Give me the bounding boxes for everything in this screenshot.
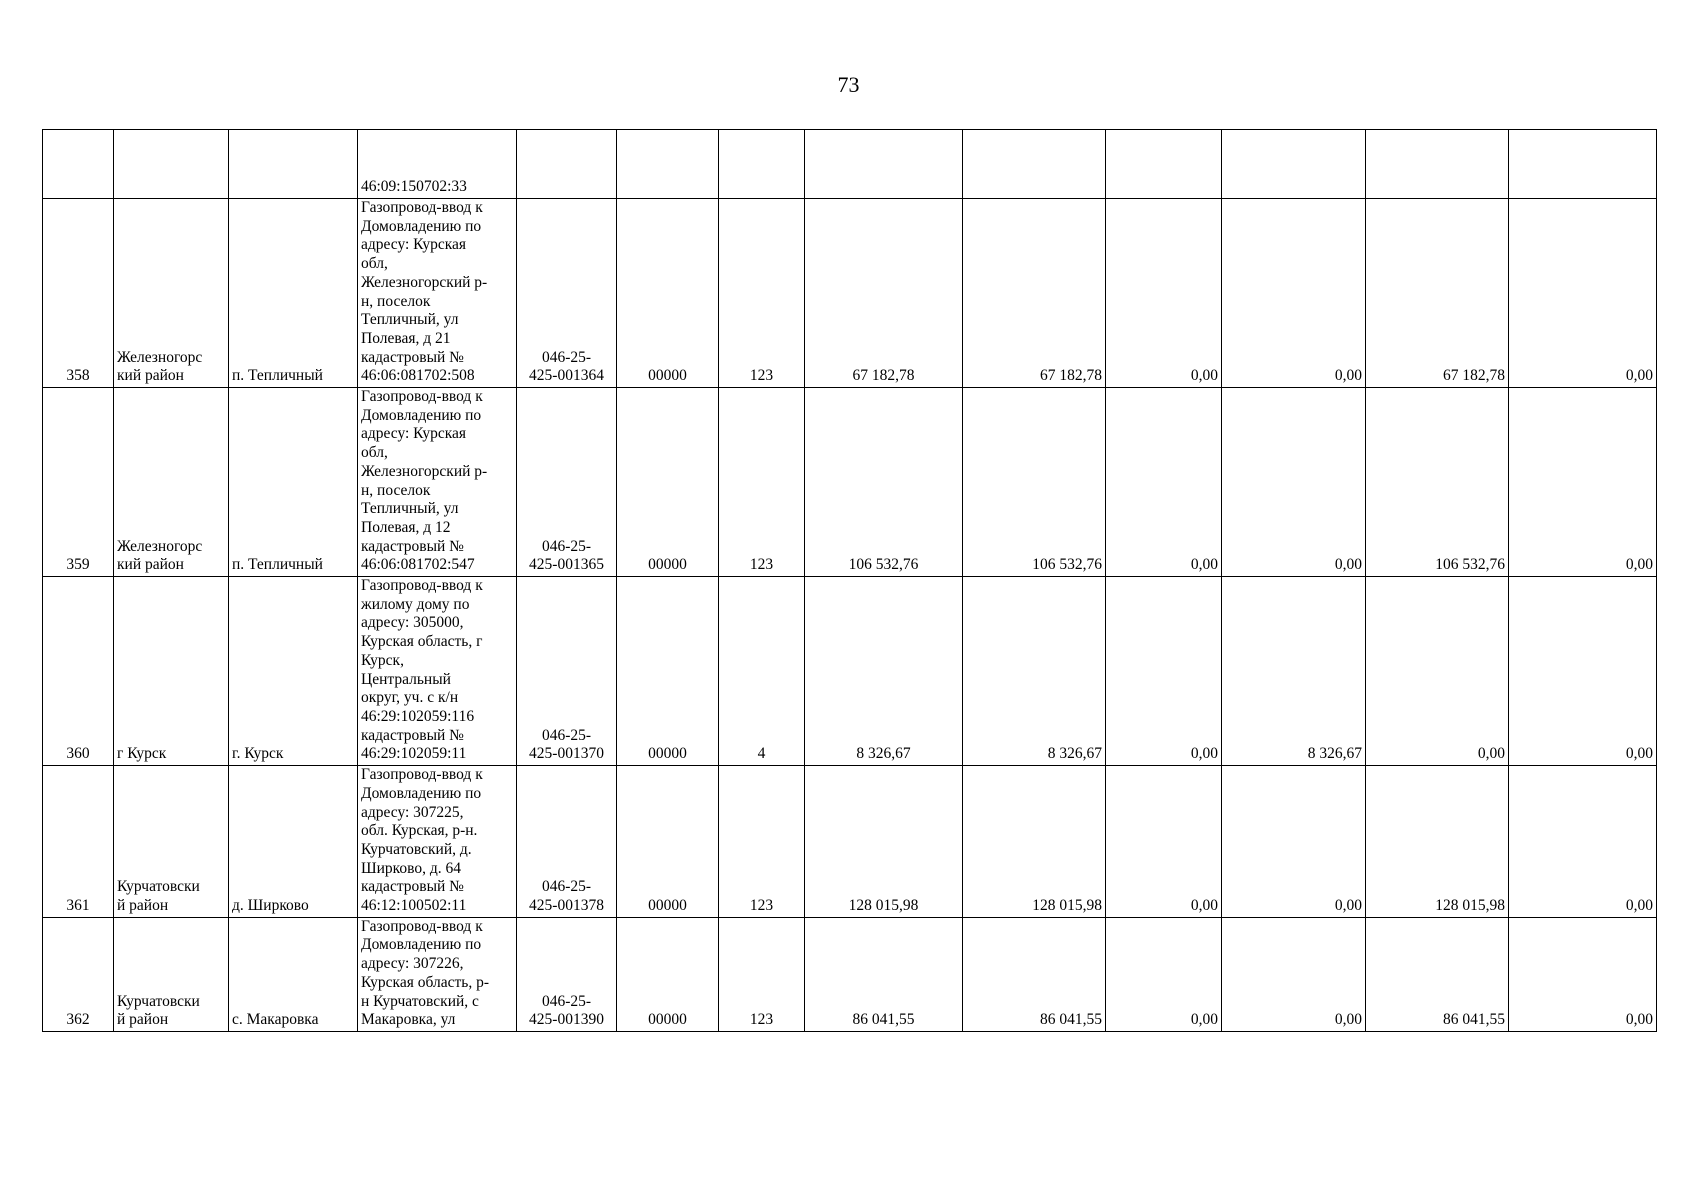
cell-value-2: 106 532,76	[963, 388, 1106, 577]
cell-value-4: 8 326,67	[1222, 577, 1366, 766]
cell-num	[43, 130, 114, 199]
cell-value-4: 0,00	[1222, 766, 1366, 918]
cell-inventory: 046-25- 425-001370	[517, 577, 617, 766]
cell-value-3: 0,00	[1106, 388, 1222, 577]
cell-object: Газопровод-ввод к Домовладению по адресу: 307226, Курская область, р- н Курчатовский, с Макаровка, ул	[358, 917, 517, 1031]
table-row-continuation	[43, 130, 1657, 199]
cell-num: 362	[43, 917, 114, 1031]
cell-value-4	[1222, 130, 1366, 199]
cell-inventory	[517, 130, 617, 199]
cell-value-6: 0,00	[1509, 917, 1657, 1031]
cell-inventory: 046-25- 425-001390	[517, 917, 617, 1031]
cell-value-5: 67 182,78	[1366, 199, 1509, 388]
page-number: 73	[837, 72, 860, 97]
cell-value-2: 86 041,55	[963, 917, 1106, 1031]
cell-value-1: 106 532,76	[805, 388, 963, 577]
cell-district: Курчатовски й район	[114, 766, 229, 918]
cell-locality: г. Курск	[229, 577, 358, 766]
cell-district: Курчатовски й район	[114, 917, 229, 1031]
cell-value-3: 0,00	[1106, 766, 1222, 918]
cell-locality: п. Тепличный	[229, 388, 358, 577]
cell-value-5: 106 532,76	[1366, 388, 1509, 577]
cell-value-1	[805, 130, 963, 199]
cell-value-6: 0,00	[1509, 388, 1657, 577]
cell-kbk: 123	[719, 917, 805, 1031]
cell-value-1: 8 326,67	[805, 577, 963, 766]
cell-object: 46:09:150702:33	[358, 130, 517, 199]
cell-inventory: 046-25- 425-001364	[517, 199, 617, 388]
assets-table	[42, 129, 1657, 1032]
cell-num: 358	[43, 199, 114, 388]
table-row	[43, 577, 1657, 766]
cell-value-3: 0,00	[1106, 199, 1222, 388]
cell-district: г Курск	[114, 577, 229, 766]
cell-kbk	[719, 130, 805, 199]
cell-num: 361	[43, 766, 114, 918]
cell-inventory: 046-25- 425-001378	[517, 766, 617, 918]
cell-code: 00000	[617, 199, 719, 388]
cell-object: Газопровод-ввод к Домовладению по адресу: 307225, обл. Курская, р-н. Курчатовский, д. Ширково, д. 64 кадастровый № 46:12:100502:11	[358, 766, 517, 918]
cell-district: Железногорс кий район	[114, 388, 229, 577]
cell-value-4: 0,00	[1222, 388, 1366, 577]
cell-kbk: 123	[719, 766, 805, 918]
cell-object: Газопровод-ввод к Домовладению по адресу: Курская обл, Железногорский р- н, поселок Тепличный, ул Полевая, д 21 кадастровый № 46:06:081702:508	[358, 199, 517, 388]
cell-value-3: 0,00	[1106, 577, 1222, 766]
cell-locality: п. Тепличный	[229, 199, 358, 388]
cell-inventory: 046-25- 425-001365	[517, 388, 617, 577]
cell-value-2: 67 182,78	[963, 199, 1106, 388]
cell-locality: д. Ширково	[229, 766, 358, 918]
cell-object: Газопровод-ввод к жилому дому по адресу: 305000, Курская область, г Курск, Центральный округ, уч. с к/н 46:29:102059:116 кадастровый № 46:29:102059:11	[358, 577, 517, 766]
cell-value-6: 0,00	[1509, 577, 1657, 766]
cell-value-5	[1366, 130, 1509, 199]
table-row	[43, 917, 1657, 1031]
cell-object: Газопровод-ввод к Домовладению по адресу: Курская обл, Железногорский р- н, поселок Тепличный, ул Полевая, д 12 кадастровый № 46:06:081702:547	[358, 388, 517, 577]
cell-value-1: 128 015,98	[805, 766, 963, 918]
cell-code	[617, 130, 719, 199]
cell-value-6	[1509, 130, 1657, 199]
cell-kbk: 123	[719, 199, 805, 388]
cell-value-2	[963, 130, 1106, 199]
cell-locality: с. Макаровка	[229, 917, 358, 1031]
table-row	[43, 199, 1657, 388]
cell-code: 00000	[617, 577, 719, 766]
cell-district: Железногорс кий район	[114, 199, 229, 388]
cell-value-3: 0,00	[1106, 917, 1222, 1031]
cell-value-2: 8 326,67	[963, 577, 1106, 766]
cell-value-3	[1106, 130, 1222, 199]
cell-value-5: 128 015,98	[1366, 766, 1509, 918]
cell-value-2: 128 015,98	[963, 766, 1106, 918]
cell-district	[114, 130, 229, 199]
cell-code: 00000	[617, 917, 719, 1031]
cell-num: 360	[43, 577, 114, 766]
cell-value-1: 67 182,78	[805, 199, 963, 388]
table-row	[43, 766, 1657, 918]
cell-locality	[229, 130, 358, 199]
cell-value-1: 86 041,55	[805, 917, 963, 1031]
cell-num: 359	[43, 388, 114, 577]
cell-kbk: 123	[719, 388, 805, 577]
cell-value-4: 0,00	[1222, 199, 1366, 388]
cell-kbk: 4	[719, 577, 805, 766]
cell-code: 00000	[617, 766, 719, 918]
cell-code: 00000	[617, 388, 719, 577]
table-row	[43, 388, 1657, 577]
cell-value-6: 0,00	[1509, 766, 1657, 918]
cell-value-5: 86 041,55	[1366, 917, 1509, 1031]
cell-value-6: 0,00	[1509, 199, 1657, 388]
cell-value-5: 0,00	[1366, 577, 1509, 766]
cell-value-4: 0,00	[1222, 917, 1366, 1031]
